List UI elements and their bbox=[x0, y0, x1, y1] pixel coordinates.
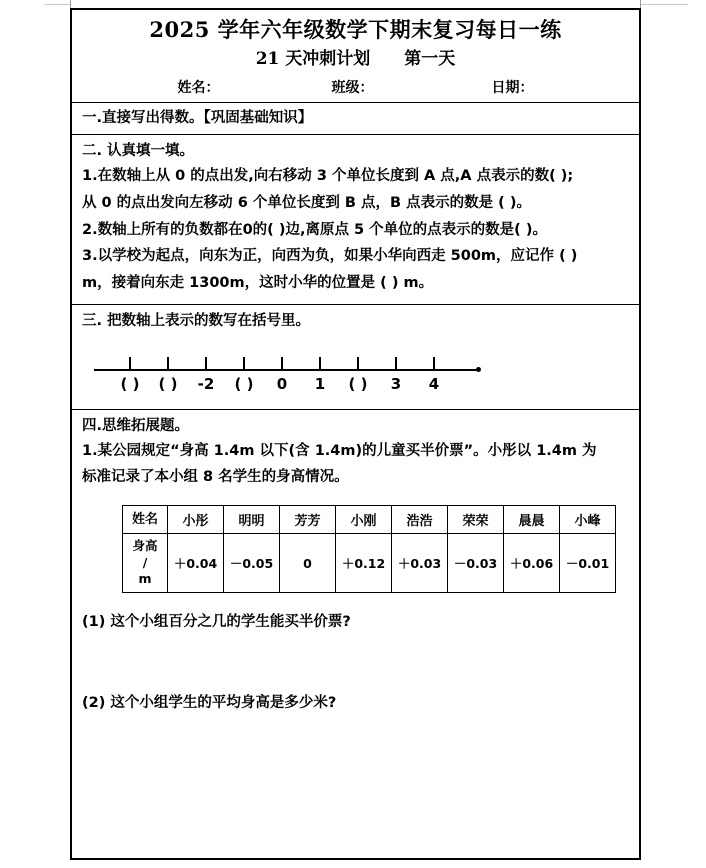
section-four bbox=[72, 410, 639, 724]
section-one-heading: 一.直接写出得数。【巩固基础知识】 bbox=[82, 110, 313, 127]
table-cell-name: 荣荣 bbox=[448, 506, 504, 534]
section-three-heading: 三. 把数轴上表示的数写在括号里。 bbox=[82, 313, 311, 329]
ruler-line-right bbox=[640, 4, 688, 5]
table-cell-height: ＋0.06 bbox=[504, 534, 560, 593]
section-one bbox=[72, 103, 639, 135]
section-two-q3-line2: m，接着向东走 1300m，这时小华的位置是 ( ) m。 bbox=[82, 275, 434, 292]
number-line-tick bbox=[205, 357, 207, 370]
section-two bbox=[72, 135, 639, 305]
section-two-q1-line1: 1.在数轴上从 0 的点出发,向右移动 3 个单位长度到 A 点,A 点表示的数( ); bbox=[82, 167, 574, 184]
number-line-label: ( ) bbox=[348, 374, 368, 393]
number-line-tick bbox=[319, 357, 321, 370]
table-row-values bbox=[123, 534, 616, 593]
section-two-heading: 二. 认真填一填。 bbox=[82, 143, 195, 160]
table-cell-height: －0.03 bbox=[448, 534, 504, 593]
number-line-label: 0 bbox=[276, 374, 288, 393]
table-header-name: 姓名 bbox=[123, 506, 168, 534]
subtitle-day: 第一天 bbox=[404, 49, 456, 70]
section-four-heading: 四.思维拓展题。 bbox=[82, 417, 190, 434]
number-line-label: 1 bbox=[314, 374, 326, 393]
class-field-label: 班级： bbox=[331, 80, 374, 97]
table-cell-name: 小峰 bbox=[560, 506, 616, 534]
section-four-q1-line2: 标准记录了本小组 8 名学生的身高情况。 bbox=[82, 469, 349, 486]
section-four-subq1: (1) 这个小组百分之几的学生能买半价票? bbox=[82, 614, 351, 631]
table-header-height bbox=[123, 534, 168, 593]
name-field-label: 姓名： bbox=[177, 80, 220, 97]
table-row-names bbox=[123, 506, 616, 534]
table-cell-height: ＋0.03 bbox=[392, 534, 448, 593]
number-line-label: ( ) bbox=[234, 374, 254, 393]
table-cell-name: 小彤 bbox=[168, 506, 224, 534]
table-cell-name: 浩浩 bbox=[392, 506, 448, 534]
number-line-tick bbox=[243, 357, 245, 370]
number-line-tick bbox=[357, 357, 359, 370]
table-cell-height: 0 bbox=[280, 534, 336, 593]
number-line-label: -2 bbox=[197, 374, 215, 393]
date-field-label: 日期： bbox=[491, 80, 534, 97]
table-cell-name: 晨晨 bbox=[504, 506, 560, 534]
number-line-axis bbox=[94, 369, 478, 371]
subtitle-plan: 21 天冲刺计划 bbox=[255, 49, 371, 70]
table-cell-name: 小刚 bbox=[336, 506, 392, 534]
height-label-line3: m bbox=[138, 571, 152, 587]
page-subtitle bbox=[82, 48, 629, 70]
section-four-subq2: (2) 这个小组学生的平均身高是多少米? bbox=[82, 695, 337, 712]
height-label-line2: / bbox=[142, 554, 148, 570]
table-cell-name: 明明 bbox=[224, 506, 280, 534]
student-info-row bbox=[82, 77, 629, 97]
section-two-q1-line2: 从 0 的点出发向左移动 6 个单位长度到 B 点，B 点表示的数是 ( )。 bbox=[82, 194, 531, 211]
number-line-label: ( ) bbox=[158, 374, 178, 393]
section-two-q3-line1: 3.以学校为起点，向东为正，向西为负，如果小华向西走 500m，应记作 ( ) bbox=[82, 248, 578, 265]
section-three bbox=[72, 305, 639, 410]
page-title: 2025 学年六年级数学下期末复习每日一练 bbox=[149, 17, 562, 42]
number-line-tick bbox=[395, 357, 397, 370]
table-cell-height: ＋0.04 bbox=[168, 534, 224, 593]
heights-table bbox=[122, 505, 616, 593]
height-label-line1: 身高 bbox=[132, 538, 158, 554]
number-line-end-dot bbox=[476, 367, 481, 372]
table-cell-height: －0.05 bbox=[224, 534, 280, 593]
worksheet-sheet bbox=[70, 8, 641, 860]
number-line-figure bbox=[82, 345, 629, 401]
number-line-tick bbox=[433, 357, 435, 370]
number-line-label: ( ) bbox=[120, 374, 140, 393]
section-two-q2: 2.数轴上所有的负数都在0的( )边,离原点 5 个单位的点表示的数是( )。 bbox=[82, 221, 547, 238]
number-line-label: 3 bbox=[390, 374, 402, 393]
number-line-tick bbox=[129, 357, 131, 370]
number-line-label: 4 bbox=[428, 374, 440, 393]
table-cell-height: ＋0.12 bbox=[336, 534, 392, 593]
number-line-tick bbox=[281, 357, 283, 370]
number-line-tick bbox=[167, 357, 169, 370]
ruler-line-left bbox=[44, 4, 70, 5]
table-cell-height: －0.01 bbox=[560, 534, 616, 593]
section-four-q1-line1: 1.某公园规定“身高 1.4m 以下(含 1.4m)的儿童买半价票”。小彤以 1.4m 为 bbox=[82, 442, 597, 459]
worksheet-header bbox=[72, 10, 639, 103]
table-cell-name: 芳芳 bbox=[280, 506, 336, 534]
